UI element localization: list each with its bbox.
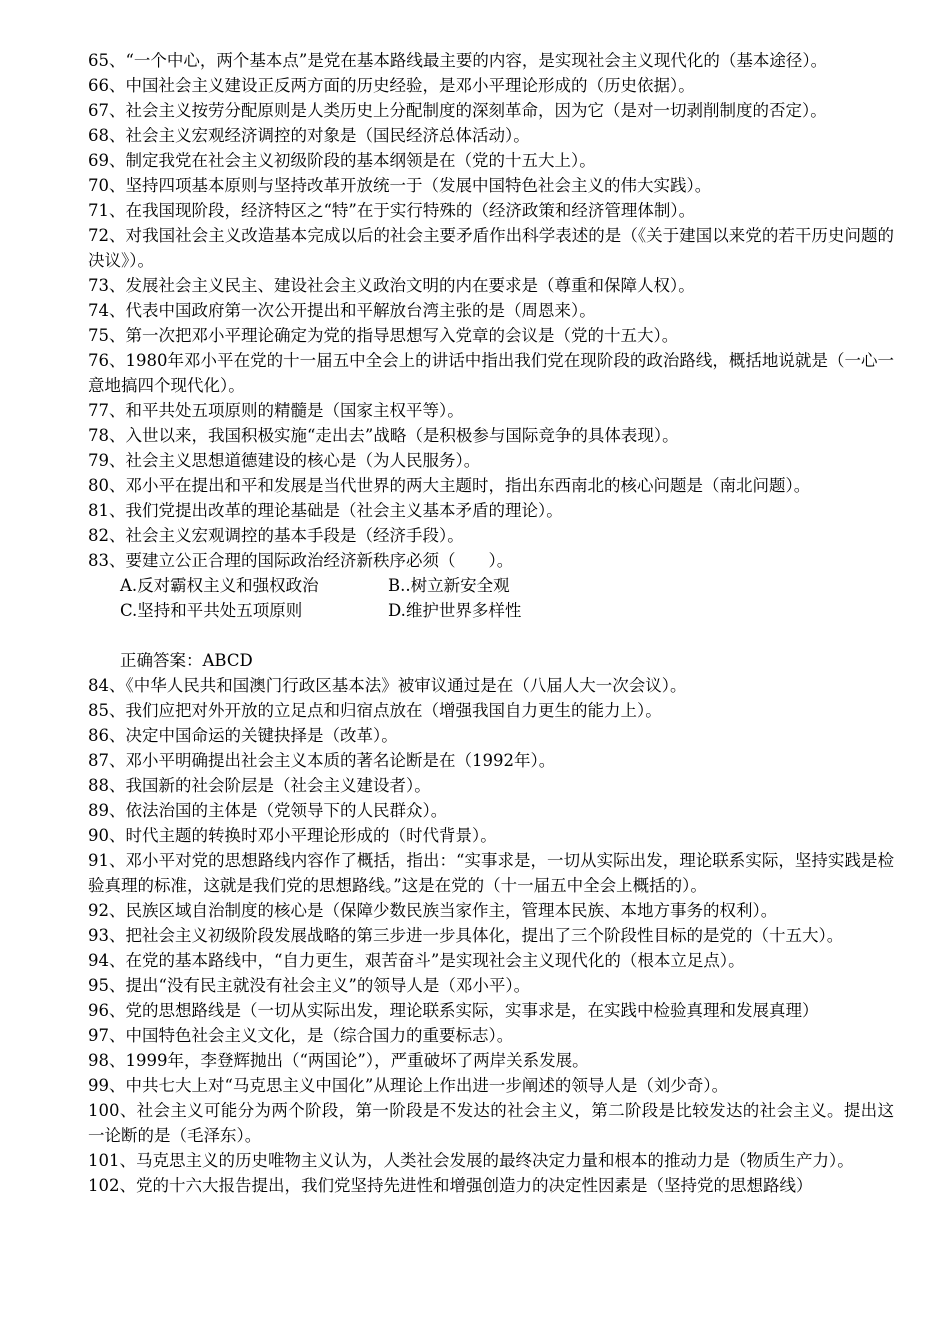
question-item-71: 71、在我国现阶段，经济特区之“特”在于实行特殊的（经济政策和经济管理体制）。 [88,201,696,220]
question-item-65: 65、“一个中心，两个基本点”是党在基本路线最主要的内容，是实现社会主义现代化的（基本途径）。 [88,51,828,70]
question-item-94: 94、在党的基本路线中，“自力更生，艰苦奋斗”是实现社会主义现代化的（根本立足点）。 [88,951,745,970]
question-item-82: 82、社会主义宏观调控的基本手段是（经济手段）。 [88,526,464,545]
q83-option-d: D.维护世界多样性 [388,601,522,620]
question-item-93: 93、把社会主义初级阶段发展战略的第三步进一步具体化，提出了三个阶段性目标的是党的（十五大）。 [88,926,844,945]
question-list-before [88,48,894,573]
question-item-73: 73、发展社会主义民主、建设社会主义政治文明的内在要求是（尊重和保障人权）。 [88,276,695,295]
question-item-90: 90、时代主题的转换时邓小平理论形成的（时代背景）。 [88,826,497,845]
question-item-66: 66、中国社会主义建设正反两方面的历史经验，是邓小平理论形成的（历史依据）。 [88,76,695,95]
question-item-69: 69、制定我党在社会主义初级阶段的基本纲领是在（党的十五大上）。 [88,151,596,170]
question-item-85: 85、我们应把对外开放的立足点和归宿点放在（增强我国自力更生的能力上）。 [88,701,662,720]
q83-options [88,573,894,623]
q83-option-c: C.坚持和平共处五项原则 [120,601,303,620]
question-item-101: 101、马克思主义的历史唯物主义认为，人类社会发展的最终决定力量和根本的推动力是（物质生产力）。 [88,1151,854,1170]
question-item-95: 95、提出“没有民主就没有社会主义”的领导人是（邓小平）。 [88,976,531,995]
q83-answer: 正确答案：ABCD [120,651,253,670]
question-item-91: 91、邓小平对党的思想路线内容作了概括，指出：“实事求是，一切从实际出发，理论联系实际，坚持实践是检验真理的标准，这就是我们党的思想路线。”这是在党的（十一届五中全会上概括的）。 [88,851,894,895]
question-item-89: 89、依法治国的主体是（党领导下的人民群众）。 [88,801,448,820]
question-item-75: 75、第一次把邓小平理论确定为党的指导思想写入党章的会议是（党的十五大）。 [88,326,679,345]
question-item-70: 70、坚持四项基本原则与坚持改革开放统一于（发展中国特色社会主义的伟大实践）。 [88,176,712,195]
question-item-77: 77、和平共处五项原则的精髓是（国家主权平等）。 [88,401,464,420]
question-item-79: 79、社会主义思想道德建设的核心是（为人民服务）。 [88,451,481,470]
q83-option-b: B..树立新安全观 [388,576,510,595]
question-item-67: 67、社会主义按劳分配原则是人类历史上分配制度的深刻革命，因为它（是对一切剥削制度的否定）。 [88,101,827,120]
q83-options-row-2 [120,598,894,623]
question-list-after [88,673,894,1198]
question-item-72: 72、对我国社会主义改造基本完成以后的社会主要矛盾作出科学表述的是（《关于建国以来党的若干历史问题的决议》）。 [88,226,894,270]
question-item-100: 100、社会主义可能分为两个阶段，第一阶段是不发达的社会主义，第二阶段是比较发达的社会主义。提出这一论断的是（毛泽东）。 [88,1101,894,1145]
q83-option-a: A.反对霸权主义和强权政治 [120,576,319,595]
question-item-74: 74、代表中国政府第一次公开提出和平解放台湾主张的是（周恩来）。 [88,301,596,320]
blank-line [88,623,894,648]
question-item-92: 92、民族区域自治制度的核心是（保障少数民族当家作主，管理本民族、本地方事务的权利）。 [88,901,778,920]
question-item-76: 76、1980年邓小平在党的十一届五中全会上的讲话中指出我们党在现阶段的政治路线，概括地说就是（一心一意地搞四个现代化）。 [88,351,894,395]
question-item-99: 99、中共七大上对“马克思主义中国化”从理论上作出进一步阐述的领导人是（刘少奇）。 [88,1076,729,1095]
question-item-97: 97、中国特色社会主义文化，是（综合国力的重要标志）。 [88,1026,514,1045]
question-item-98: 98、1999年，李登辉抛出（“两国论”），严重破坏了两岸关系发展。 [88,1051,589,1070]
question-item-102: 102、党的十六大报告提出，我们党坚持先进性和增强创造力的决定性因素是（坚持党的思想路线） [88,1176,813,1195]
question-item-84: 84、《中华人民共和国澳门行政区基本法》被审议通过是在（八届人大一次会议）。 [88,676,687,695]
question-item-80: 80、邓小平在提出和平和发展是当代世界的两大主题时，指出东西南北的核心问题是（南北问题）。 [88,476,811,495]
question-item-87: 87、邓小平明确提出社会主义本质的著名论断是在（1992年）。 [88,751,556,770]
document-page [88,48,894,1198]
question-item-78: 78、入世以来，我国积极实施“走出去”战略（是积极参与国际竞争的具体表现）。 [88,426,679,445]
question-item-68: 68、社会主义宏观经济调控的对象是（国民经济总体活动）。 [88,126,530,145]
question-item-88: 88、我国新的社会阶层是（社会主义建设者）。 [88,776,431,795]
question-item-86: 86、决定中国命运的关键抉择是（改革）。 [88,726,398,745]
question-item-81: 81、我们党提出改革的理论基础是（社会主义基本矛盾的理论）。 [88,501,563,520]
q83-options-row-1 [120,573,894,598]
question-item-96: 96、党的思想路线是（一切从实际出发，理论联系实际，实事求是，在实践中检验真理和发展真理） [88,1001,819,1020]
question-item-83: 83、要建立公正合理的国际政治经济新秩序必须（ ）。 [88,551,514,570]
